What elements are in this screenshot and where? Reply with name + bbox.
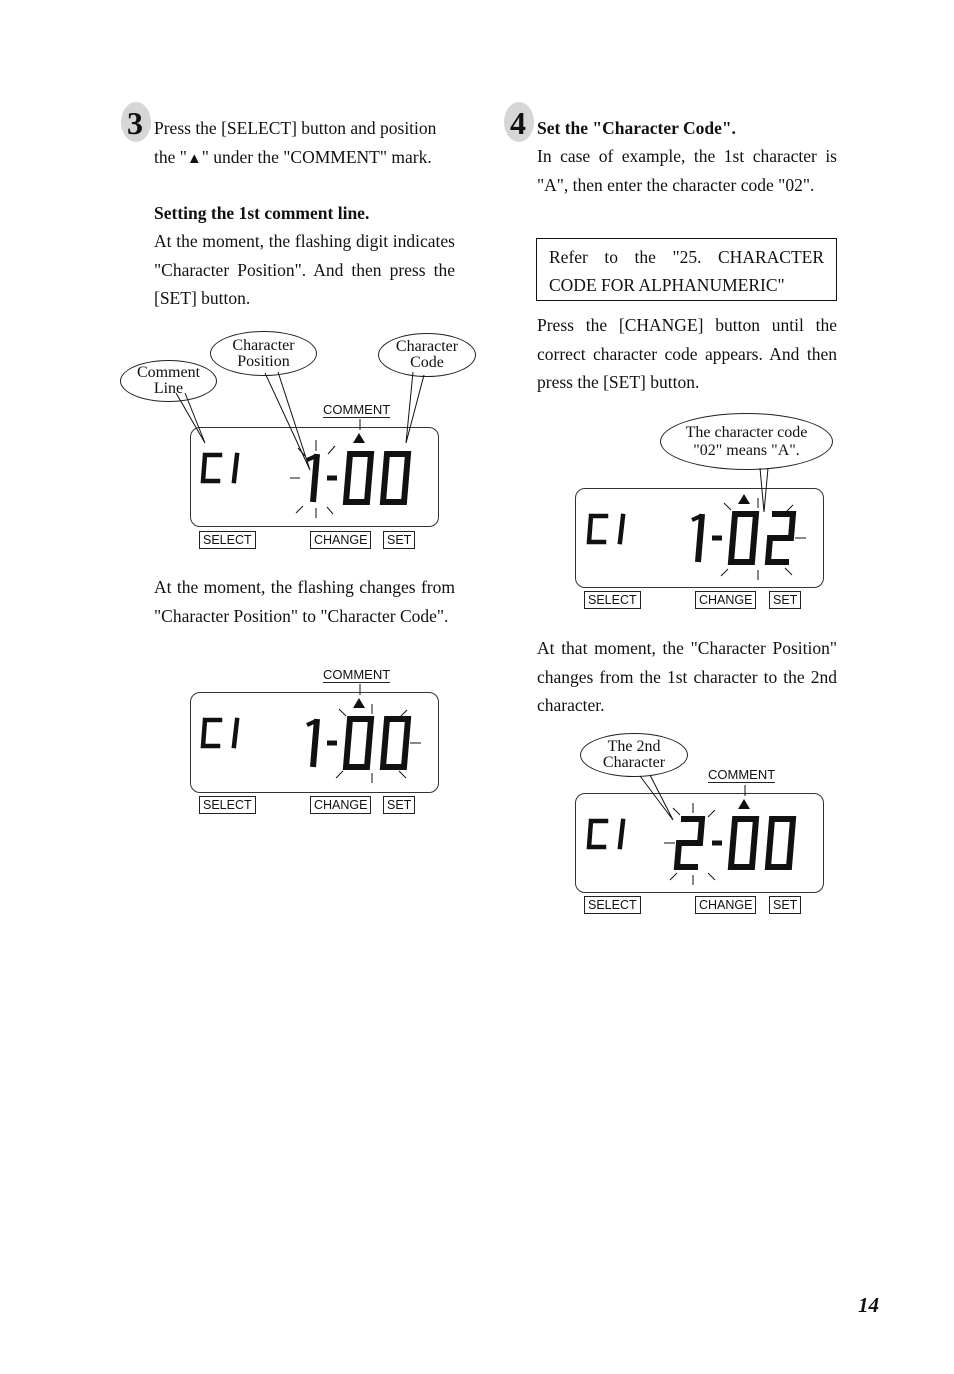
step-3-intro-part-a: the " <box>154 146 187 167</box>
step-4-heading: Set the "Character Code". <box>537 118 736 138</box>
display-1-digit-0b <box>383 454 408 502</box>
display-3-digit-2 <box>768 514 793 562</box>
step-3-body-2: At the moment, the flashing changes from "Character Position" to "Character Code". <box>154 577 455 626</box>
display-4-c1 <box>589 821 623 847</box>
change-button-4[interactable]: CHANGE <box>695 896 756 914</box>
step-4-number: 4 <box>510 105 526 141</box>
set-button-3[interactable]: SET <box>769 591 801 609</box>
display-3-digit-0 <box>731 514 756 562</box>
code-means-callout-line1: The character code <box>685 423 808 441</box>
step-4-body-3: At that moment, the "Character Position" changes from the 1st character to the 2nd character. <box>537 638 837 715</box>
display-2-digit-1 <box>307 719 317 767</box>
character-code-callout-line1: Character <box>395 338 459 355</box>
step-3-intro-line1: Press the [SELECT] button and position <box>154 118 437 138</box>
reference-box: Refer to the "25. CHARACTER CODE FOR ALPHANUMERIC" <box>536 238 837 301</box>
select-button[interactable]: SELECT <box>199 531 256 549</box>
display-2-digit-0b <box>383 719 408 767</box>
comment-mark: COMMENT <box>323 402 391 417</box>
comment-mark-2: COMMENT <box>323 667 391 682</box>
select-button-4[interactable]: SELECT <box>584 896 641 914</box>
display-4-digit-0a <box>731 819 756 867</box>
display-2-marker-icon <box>353 698 365 708</box>
change-button[interactable]: CHANGE <box>310 531 371 549</box>
step-4-body: In case of example, the 1st character is "A", then enter the character code "02". <box>537 146 837 195</box>
select-button-2[interactable]: SELECT <box>199 796 256 814</box>
display-3-c1 <box>589 516 623 542</box>
change-button-3[interactable]: CHANGE <box>695 591 756 609</box>
step-4-body-2: Press the [CHANGE] button until the correct character code appears. And then press the [SET] button. <box>537 315 837 392</box>
set-button[interactable]: SET <box>383 531 415 549</box>
comment-mark-4: COMMENT <box>708 767 776 782</box>
comment-line-callout-line1: Comment <box>136 364 201 381</box>
display-1-digit-1 <box>307 454 317 502</box>
display-3-leader <box>760 468 768 512</box>
display-4-leader <box>640 775 673 820</box>
display-2-digit-0a <box>346 719 371 767</box>
display-4-marker-icon <box>738 799 750 809</box>
step-3-number: 3 <box>127 105 143 141</box>
code-means-callout-line2: "02" means "A". <box>693 441 800 459</box>
character-code-callout-line2: Code <box>410 354 444 371</box>
display-1-marker-icon <box>353 433 365 443</box>
display-4-digit-0b <box>768 819 793 867</box>
step-3-intro-part-b: " under the "COMMENT" mark. <box>201 146 432 167</box>
display-1-digit-0a <box>346 454 371 502</box>
set-button-4[interactable]: SET <box>769 896 801 914</box>
display-4-digit-2 <box>677 819 702 867</box>
second-character-callout-line2: Character <box>602 754 666 771</box>
set-button-2[interactable]: SET <box>383 796 415 814</box>
select-button-3[interactable]: SELECT <box>584 591 641 609</box>
step-3-body: At the moment, the flashing digit indicates "Character Position". And then press the [SET] button. <box>154 231 455 308</box>
page-number: 14 <box>858 1293 879 1317</box>
character-position-callout-line2: Position <box>237 352 290 370</box>
comment-line-callout-line2: Line <box>153 380 184 397</box>
change-button-2[interactable]: CHANGE <box>310 796 371 814</box>
display-2-c1 <box>203 720 237 746</box>
display-3-marker-icon <box>738 494 750 504</box>
display-1-c1 <box>203 455 237 481</box>
character-position-callout-line1: Character <box>232 336 295 354</box>
second-character-callout-line1: The 2nd <box>607 738 661 755</box>
display-3-digit-1 <box>692 514 702 562</box>
triangle-icon: ▲ <box>186 150 202 167</box>
step-3-subheading: Setting the 1st comment line. <box>154 203 370 223</box>
